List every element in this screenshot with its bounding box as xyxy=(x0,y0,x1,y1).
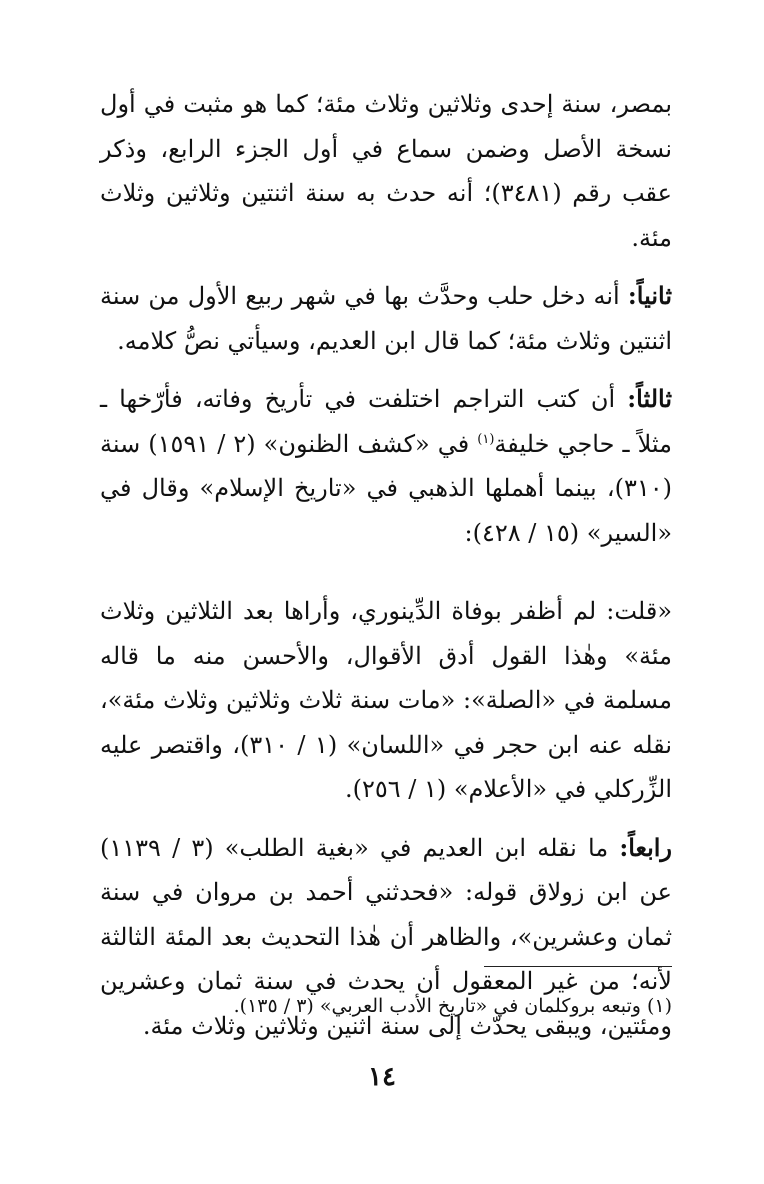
footnote-text: (١) وتبعه بروكلمان في «تاريخ الأدب العربي» (٣ / ١٣٥). xyxy=(233,995,672,1017)
footnote-divider xyxy=(484,966,672,967)
paragraph-2 xyxy=(100,274,672,363)
paragraph-5-text: ما نقله ابن العديم في «بغية الطلب» (٣ / ١١٣٩) عن ابن زولاق قوله: «فحدثني أحمد بن مروان في سنة ثمان وعشرين»، والظاهر أن هٰذا التحديث بعد المئة الثالثة لأنه؛ من غير المعقول أن يحدث في سنة ثمان وعشرين ومئتين، ويبقى يحدّث إلى سنة اثنين وثلاثين وثلاث مئة. xyxy=(100,833,673,1040)
paragraph-2-text: أنه دخل حلب وحدَّث بها في شهر ربيع الأول من سنة اثنتين وثلاث مئة؛ كما قال ابن العديم، وسيأتي نصُّ كلامه. xyxy=(100,282,672,355)
paragraph-3 xyxy=(100,377,672,555)
paragraph-1 xyxy=(100,82,672,260)
paragraph-3-text-b: في «كشف الظنون» (٢ / ١٥٩١) سنة (٣١٠)، بينما أهملها الذهبي في «تاريخ الإسلام» وقال في «السير» (١٥ / ٤٢٨): xyxy=(100,429,672,547)
paragraph-1-text: بمصر، سنة إحدى وثلاثين وثلاث مئة؛ كما هو مثبت في أول نسخة الأصل وضمن سماع في أول الجزء الرابع، وذكر عقب رقم (٣٤٨١)؛ أنه حدث به سنة اثنتين وثلاثين وثلاث مئة. xyxy=(100,90,673,252)
paragraph-3-label: ثالثاً: xyxy=(627,384,672,413)
page-number: ١٤ xyxy=(368,1062,396,1092)
footnote-reference: (١) xyxy=(477,431,495,447)
footnote xyxy=(180,990,672,1022)
paragraph-5-label: رابعاً: xyxy=(619,832,673,862)
paragraph-3-text-a: أن كتب التراجم اختلفت في تأريخ وفاته، فأرّخها ـ مثلاً ـ حاجي خليفة xyxy=(100,385,672,458)
paragraph-4 xyxy=(100,589,672,812)
paragraph-2-label: ثانياً: xyxy=(627,281,672,310)
paragraph-4-text: «قلت: لم أظفر بوفاة الدِّينوري، وأراها بعد الثلاثين وثلاث مئة» وهٰذا القول أدق الأقوال، والأحسن منه ما قاله مسلمة في «الصلة»: «مات سنة ثلاث وثلاثين وثلاث مئة»، نقله عنه ابن حجر في «اللسان» (١ / ٣١٠)، واقتصر عليه الزِّركلي في «الأعلام» (١ / ٢٥٦). xyxy=(100,597,672,803)
main-text xyxy=(100,82,672,1062)
